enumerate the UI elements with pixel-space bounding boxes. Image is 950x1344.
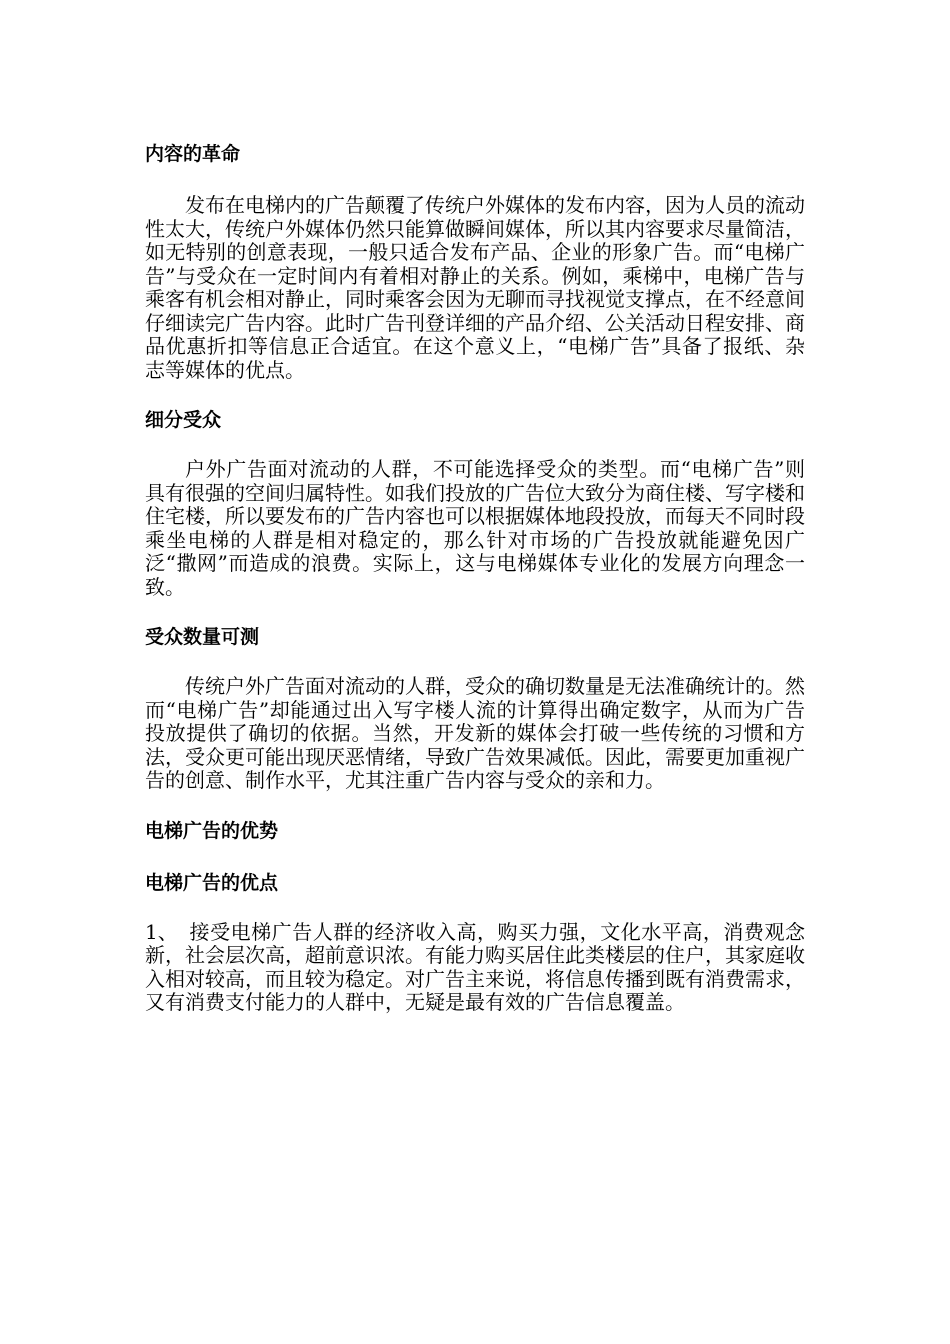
paragraph-audience-segmentation: 户外广告面对流动的人群，不可能选择受众的类型。而“电梯广告”则具有很强的空间归属特性。如我们投放的广告位大致分为商住楼、写字楼和住宅楼，所以要发布的广告内容也可以根据媒体地段投放，而每天不同时段乘坐电梯的人群是相对稳定的，那么针对市场的广告投放就能避免因广泛“撒网”而造成的浪费。实际上，这与电梯媒体专业化的发展方向理念一致。 bbox=[145, 457, 805, 599]
list-item-text: 接受电梯广告人群的经济收入高，购买力强，文化水平高，消费观念新，社会层次高，超前意识浓。有能力购买居住此类楼层的住户，其家庭收入相对较高，而且较为稳定。对广告主来说，将信息传播到既有消费需求，又有消费支付能力的人群中，无疑是最有效的广告信息覆盖。 bbox=[145, 919, 805, 1014]
section-heading-content-revolution: 内容的革命 bbox=[145, 143, 241, 165]
section-heading-audience-segmentation: 细分受众 bbox=[145, 409, 222, 431]
paragraph-content-revolution: 发布在电梯内的广告颠覆了传统户外媒体的发布内容，因为人员的流动性太大，传统户外媒体仍然只能算做瞬间媒体，所以其内容要求尽量简洁，如无特别的创意表现，一般只适合发布产品、企业的形象广告。而“电梯广告”与受众在一定时间内有着相对静止的关系。例如，乘梯中，电梯广告与乘客有机会相对静止，同时乘客会因为无聊而寻找视觉支撑点，在不经意间仔细读完广告内容。此时广告刊登详细的产品介绍、公关活动日程安排、商品优惠折扣等信息正合适宜。在这个意义上，“电梯广告”具备了报纸、杂志等媒体的优点。 bbox=[145, 193, 805, 382]
paragraph-audience-measurable: 传统户外广告面对流动的人群，受众的确切数量是无法准确统计的。然而“电梯广告”却能通过出入写字楼人流的计算得出确定数字，从而为广告投放提供了确切的依据。当然，开发新的媒体会打破一些传统的习惯和方法，受众更可能出现厌恶情绪，导致广告效果减低。因此，需要更加重视广告的创意、制作水平，尤其注重广告内容与受众的亲和力。 bbox=[145, 674, 805, 792]
document-page bbox=[145, 140, 805, 1015]
list-item-1 bbox=[145, 921, 805, 1015]
list-item-number: 1、 bbox=[145, 919, 178, 944]
section-heading-elevator-ad-advantages: 电梯广告的优势 bbox=[145, 819, 279, 842]
section-heading-audience-measurable: 受众数量可测 bbox=[145, 626, 260, 648]
section-heading-elevator-ad-merits: 电梯广告的优点 bbox=[145, 871, 279, 894]
